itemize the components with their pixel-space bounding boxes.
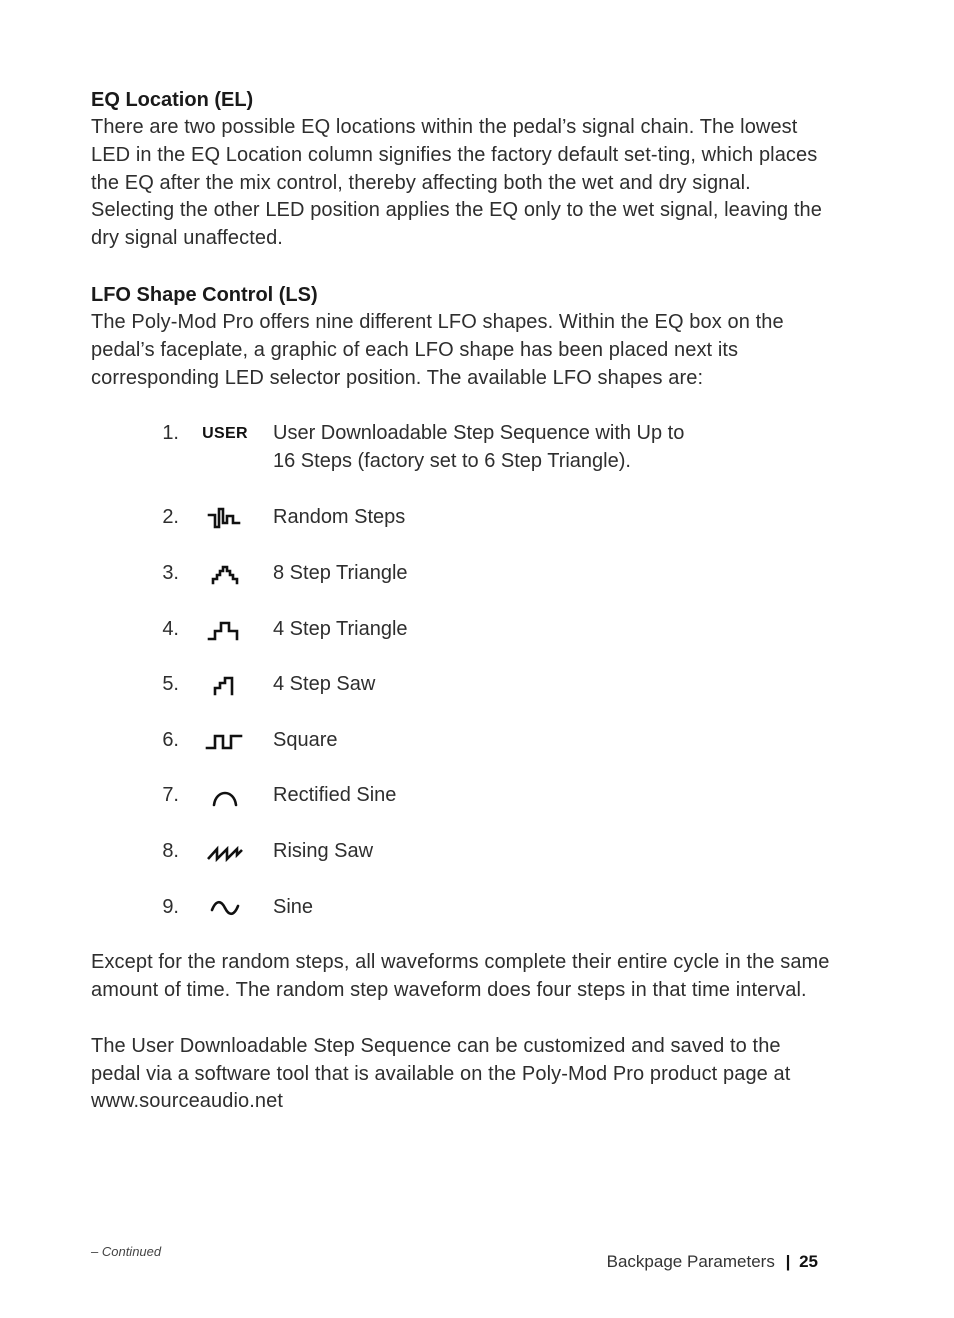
list-item bbox=[91, 894, 831, 950]
list-label: Square bbox=[273, 728, 338, 751]
list-label: 8 Step Triangle bbox=[273, 561, 408, 584]
rectified-sine-icon bbox=[201, 784, 249, 808]
waveform-cycle-paragraph: Except for the random steps, all waveforms complete their entire cycle in the same amount of time. The random step waveform does four steps in that time interval. bbox=[91, 951, 830, 1001]
list-item bbox=[91, 420, 831, 504]
list-item bbox=[91, 782, 831, 838]
random-steps-icon bbox=[201, 506, 249, 530]
list-number: 4. bbox=[162, 617, 179, 640]
section-name: Backpage Parameters bbox=[606, 1252, 775, 1271]
eight-step-triangle-icon bbox=[201, 562, 249, 586]
list-number: 2. bbox=[162, 506, 179, 529]
list-item bbox=[91, 671, 831, 727]
list-label: Rectified Sine bbox=[273, 784, 397, 807]
rising-saw-icon bbox=[201, 840, 249, 864]
list-number: 6. bbox=[162, 728, 179, 751]
lfo-shape-body: The Poly-Mod Pro offers nine different LFO shapes. Within the EQ box on the pedal’s faceplate, a graphic of each LFO shape has been placed next its corresponding LED selector position. The available LFO shapes are: bbox=[91, 310, 784, 389]
list-item bbox=[91, 838, 831, 894]
lfo-shape-list bbox=[91, 420, 831, 949]
eq-location-body: There are two possible EQ locations within the pedal’s signal chain. The lowest LED in the EQ Location column signifies the factory default set-ting, which places the EQ after the mix control, thereby affecting both the wet and dry signal. Selecting the other LED position applies the EQ only to the wet signal, leaving the dry signal unaffected. bbox=[91, 116, 822, 250]
user-sequence-paragraph: The User Downloadable Step Sequence can be customized and saved to the pedal via a software tool that is available on the Poly-Mod Pro product page at www.sourceaudio.net bbox=[91, 1034, 791, 1113]
four-step-triangle-icon bbox=[201, 618, 249, 642]
sine-wave-icon bbox=[201, 896, 249, 920]
list-label: User Downloadable Step Sequence with Up to 16 Steps (factory set to 6 Step Triangle). bbox=[273, 422, 685, 473]
list-item bbox=[91, 504, 831, 560]
footer-separator: | bbox=[785, 1252, 791, 1271]
list-number: 7. bbox=[162, 784, 179, 807]
list-label: 4 Step Saw bbox=[273, 673, 376, 696]
list-item bbox=[91, 560, 831, 616]
four-step-saw-icon bbox=[201, 673, 249, 697]
eq-location-heading: EQ Location (EL) bbox=[91, 89, 254, 111]
list-label: 4 Step Triangle bbox=[273, 617, 408, 640]
page-content bbox=[91, 86, 831, 1116]
list-label: Sine bbox=[273, 895, 314, 918]
page-footer bbox=[607, 1252, 818, 1272]
page-number: 25 bbox=[799, 1252, 818, 1271]
user-icon: USER bbox=[202, 425, 248, 443]
list-number: 3. bbox=[162, 561, 179, 584]
list-label: Rising Saw bbox=[273, 839, 374, 862]
lfo-shape-heading: LFO Shape Control (LS) bbox=[91, 283, 318, 306]
list-label: Random Steps bbox=[273, 506, 406, 529]
list-number: 1. bbox=[162, 422, 179, 445]
list-item bbox=[91, 727, 831, 783]
list-number: 9. bbox=[162, 895, 179, 918]
square-wave-icon bbox=[201, 729, 249, 753]
list-number: 5. bbox=[162, 673, 179, 696]
list-number: 8. bbox=[162, 839, 179, 862]
continued-note: – Continued bbox=[91, 1244, 162, 1259]
list-item bbox=[91, 616, 831, 672]
